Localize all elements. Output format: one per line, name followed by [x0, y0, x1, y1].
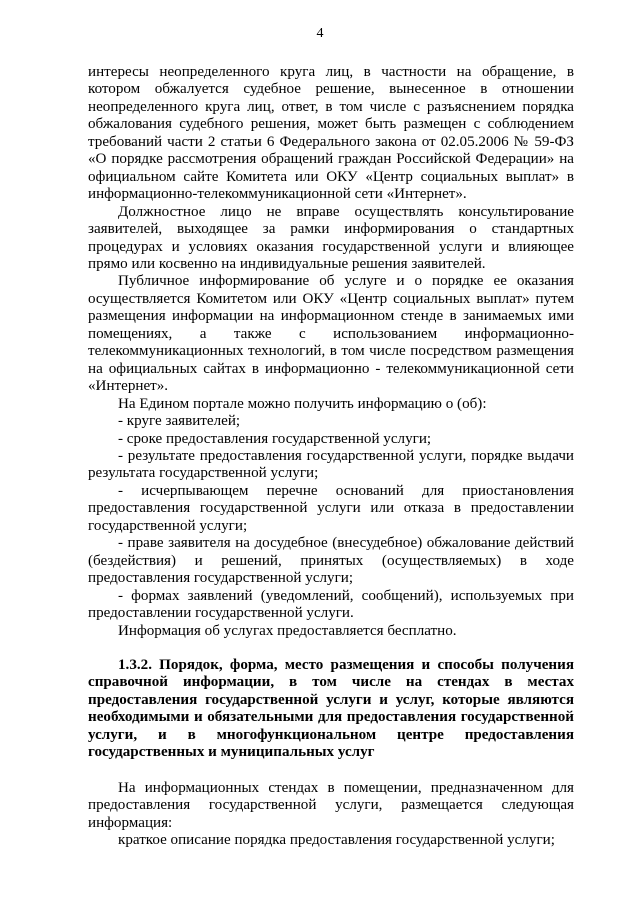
paragraph-short-description: краткое описание порядка предоставления государственной услуги; [118, 832, 555, 849]
paragraph-official-restriction: Должностное лицо не вправе осуществлять консультирование заявителей, выходящее за рамки информирования о стандартных процедурах и условиях оказания государственной услуги и влияющее прямо или косвенно на индивидуальные решения заявителей. [88, 203, 574, 272]
paragraph-unified-portal: На Едином портале можно получить информацию о (об): [118, 395, 487, 412]
paragraph-public-informing: Публичное информирование об услуге и о порядке ее оказания осуществляется Комитетом или ОКУ «Центр социальных выплат» путем размещения информации на информационном стенде в занимаемых ими помещениях, а также с использованием информационно-телекоммуникационных технологий, в том числе посредством размещения на официальных сайтах в информационно - телекоммуникационной сети «Интернет». [88, 273, 574, 395]
list-item: - результате предоставления государственной услуги, порядке выдачи результата государственной услуги; [88, 447, 574, 482]
list-item: - сроке предоставления государственной услуги; [118, 430, 432, 447]
paragraph-free-info: Информация об услугах предоставляется бесплатно. [118, 622, 457, 639]
list-item: - круге заявителей; [118, 413, 241, 430]
section-heading: 1.3.2. Порядок, форма, место размещения и способы получения справочной информации, в том числе на стендах в местах предоставления государственной услуги и услуг, которые являются необходимыми и обязательными для предоставления государственной услуги, и в многофункциональном центре предоставления государственных и муниципальных услуг [88, 656, 574, 761]
paragraph-info-stands: На информационных стендах в помещении, предназначенном для предоставления государственной услуги, размещается следующая информация: [88, 779, 574, 831]
list-item: - исчерпывающем перечне оснований для приостановления предоставления государственной услуги или отказа в предоставлении государственной услуги; [88, 482, 574, 534]
page-number: 4 [316, 26, 324, 41]
list-item: - праве заявителя на досудебное (внесудебное) обжалование действий (бездействия) и решений, принятых (осуществляемых) в ходе предоставления государственной услуги; [88, 535, 574, 587]
document-body [88, 64, 574, 849]
paragraph-public-interest: интересы неопределенного круга лиц, в частности на обращение, в котором обжалуется судебное решение, вынесенное в отношении неопределенного круга лиц, ответ, в том числе с разъяснением порядка обжалования судебного решения, может быть размещен с соблюдением требований части 2 статьи 6 Федерального закона от 02.05.2006 № 59-ФЗ «О порядке рассмотрения обращений граждан Российской Федерации» на официальном сайте Комитета или ОКУ «Центр социальных выплат» в информационно-телекоммуникационной сети «Интернет». [88, 64, 574, 203]
list-item: - формах заявлений (уведомлений, сообщений), используемых при предоставлении государственной услуги. [88, 587, 574, 622]
